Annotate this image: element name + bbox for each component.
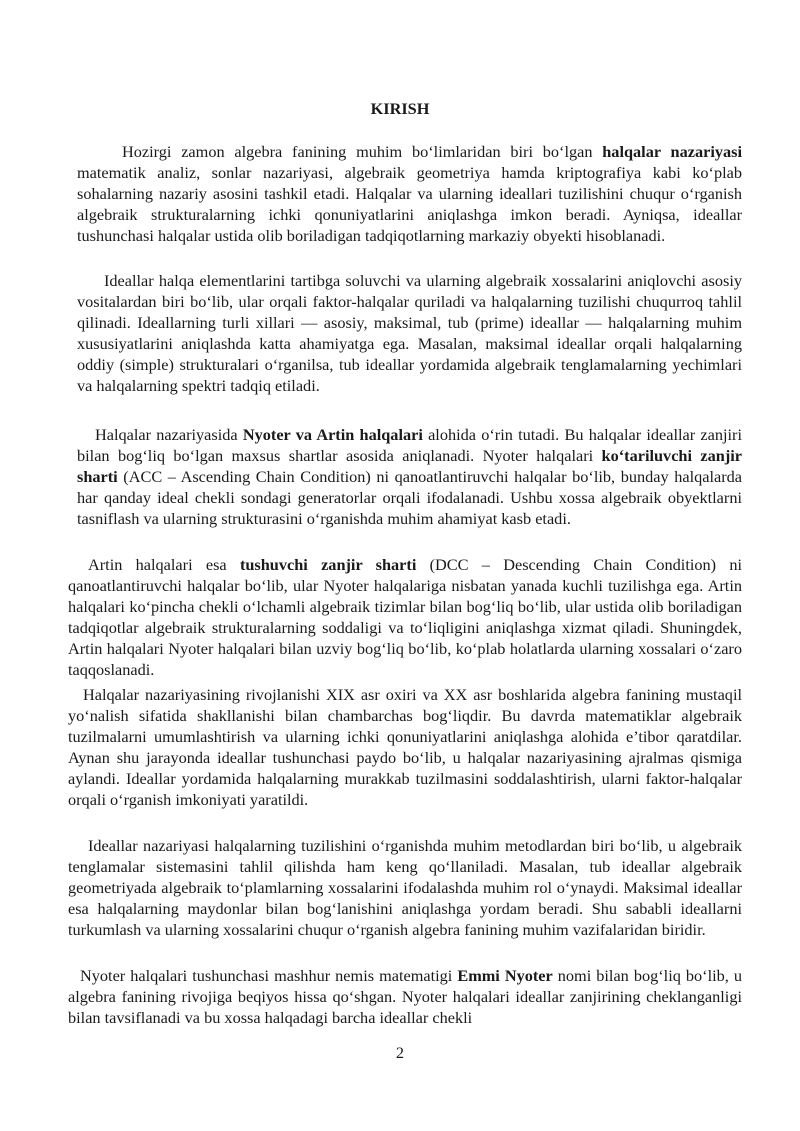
text-run: Nyoter halqalari tushunchasi mashhur nemis matematigi	[80, 966, 458, 985]
bold-term: tushuvchi zanjir sharti	[239, 555, 417, 574]
page-number: 2	[395, 1043, 405, 1062]
paragraph-6	[68, 835, 742, 940]
text-run: Ideallar halqa elementlarini tartibga soluvchi va ularning algebraik xossalarini aniqlovchi asosiy vositalardan biri bo‘lib, ular orqali faktor-halqalar quriladi va halqalarning tuzilishi chuqurroq tahlil qilinadi. Ideallarning turli xillari — asosiy, maksimal, tub (prime) ideallar — halqalarning muhim xususiyatlarini aniqlashda katta ahamiyatga ega. Masalan, maksimal ideallar orqali halqalarning oddiy (simple) strukturalari o‘rganilsa, tub ideallar yordamida algebraik tenglamalarning yechimlari va halqalarning spektri tadqiq etiladi.	[77, 271, 742, 396]
text-run: Halqalar nazariyasining rivojlanishi XIX asr oxiri va XX asr boshlarida algebra fanining mustaqil yo‘nalish sifatida shakllanishi bilan chambarchas bog‘liqdir. Bu davrda matematiklar algebraik tuzilmalarni umumlashtirish va ularning ichki qonuniyatlarini aniqlashga alohida e’tibor qaratdilar. Aynan shu jarayonda ideallar tushunchasi paydo bo‘lib, u halqalar nazariyasining ajralmas qismiga aylandi. Ideallar yordamida halqalarning murakkab tuzilmasini soddalashtirish, ularni faktor-halqalar orqali o‘rganish imkoniyati yaratildi.	[68, 685, 742, 810]
text-run: Artin halqalari esa	[88, 555, 240, 574]
paragraph-7	[68, 965, 742, 1028]
section-title: KIRISH	[370, 99, 430, 118]
paragraph-4	[68, 554, 742, 681]
bold-term: Emmi Nyoter	[457, 966, 553, 985]
paragraph-2	[77, 270, 742, 397]
bold-term: ko‘tariluvchi zanjir sharti	[77, 446, 742, 487]
bold-term: Nyoter va Artin halqalari	[242, 425, 423, 444]
bold-term: halqalar nazariyasi	[602, 142, 742, 161]
paragraph-1	[77, 141, 742, 246]
text-run: alohida o‘rin tutadi. Bu halqalar ideallar zanjiri bilan bog‘liq bo‘lgan maxsus shartlar asosida aniqlanadi. Nyoter halqalari	[77, 425, 742, 466]
paragraph-3	[77, 424, 742, 529]
text-run: (ACC – Ascending Chain Condition) ni qanoatlantiruvchi halqalar bo‘lib, bunday halqalarda har qanday ideal chekli sondagi generatorlar orqali ifodalanadi. Ushbu xossa algebraik obyektlarni tasniflash va ularning strukturasini o‘rganishda muhim ahamiyat kasb etadi.	[77, 467, 742, 529]
text-run: (DCC – Descending Chain Condition) ni qanoatlantiruvchi halqalar bo‘lib, ular Nyoter halqalariga nisbatan yanada kuchli tuzilishga ega. Artin halqalari ko‘pincha chekli o‘lchamli algebraik tizimlar bilan bog‘liq bo‘lib, ular ustida olib boriladigan tadqiqotlar algebraik strukturalarning soddaligi va to‘liqligini aniqlashga xizmat qiladi. Shuningdek, Artin halqalari Nyoter halqalari bilan uzviy bog‘liq bo‘lib, ko‘plab holatlarda ularning xossalari o‘zaro taqqoslanadi.	[68, 555, 742, 680]
text-run: Hozirgi zamon algebra fanining muhim bo‘limlaridan biri bo‘lgan	[122, 142, 603, 161]
text-run: matematik analiz, sonlar nazariyasi, algebraik geometriya hamda kriptografiya kabi ko‘plab sohalarning nazariy asosini tashkil etadi. Halqalar va ularning ideallari tuzilishini chuqur o‘rganish algebraik strukturalarning ichki qonuniyatlarini aniqlashga imkon beradi. Ayniqsa, ideallar tushunchasi halqalar ustida olib boriladigan tadqiqotlarning markaziy obyekti hisoblanadi.	[77, 163, 742, 246]
text-run: Ideallar nazariyasi halqalarning tuzilishini o‘rganishda muhim metodlardan biri bo‘lib, u algebraik tenglamalar sistemasini tahlil qilishda ham keng qo‘llaniladi. Masalan, tub ideallar algebraik geometriyada algebraik to‘plamlarning xossalarini ifodalashda muhim rol o‘ynaydi. Maksimal ideallar esa halqalarning maydonlar bilan bog‘lanishini aniqlashga yordam beradi. Shu sababli ideallarni turkumlash va ularning xossalarini chuqur o‘rganish algebra fanining muhim vazifalaridan biridir.	[68, 836, 742, 940]
text-run: nomi bilan bog‘liq bo‘lib, u algebra fanining rivojiga beqiyos hissa qo‘shgan. Nyoter halqalari ideallar zanjirining cheklanganligi bilan tavsiflanadi va bu xossa halqadagi barcha ideallar chekli	[68, 966, 742, 1028]
text-run: Halqalar nazariyasida	[95, 425, 243, 444]
paragraph-5	[68, 684, 742, 811]
